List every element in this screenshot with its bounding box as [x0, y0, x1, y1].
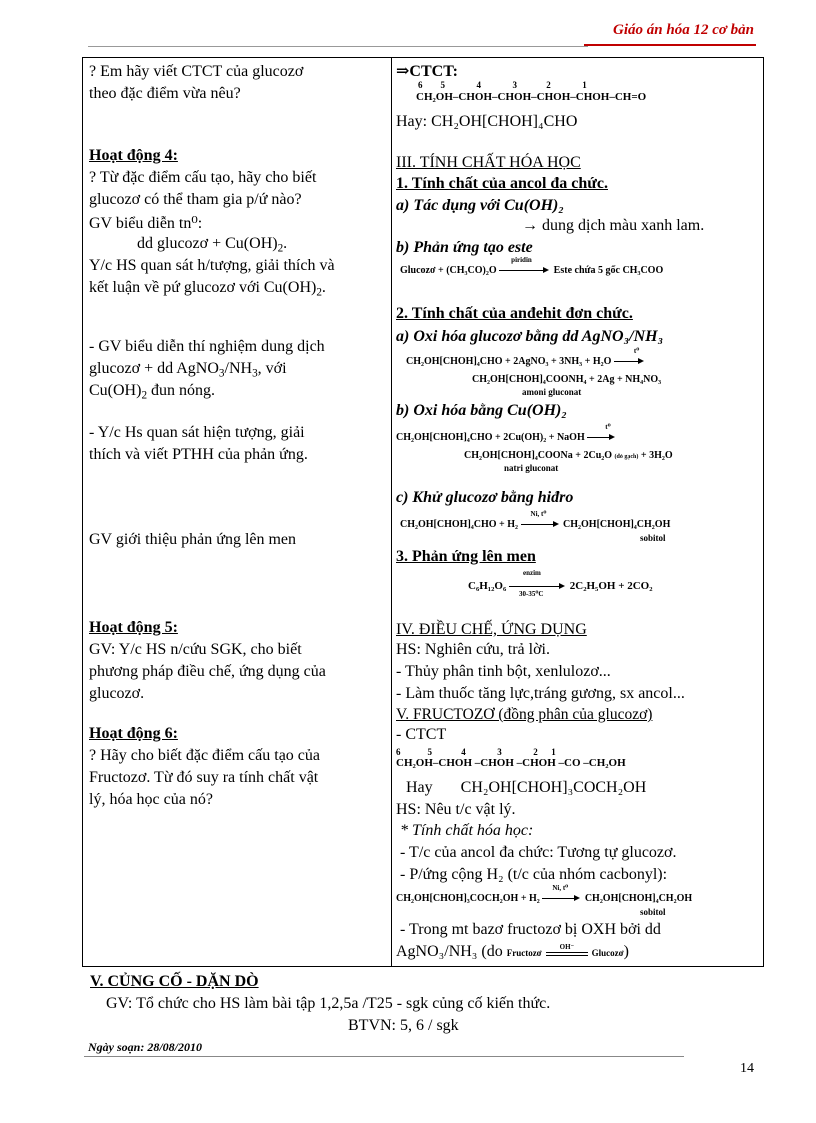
activity-4-line: GV biểu diễn tn⁰: [89, 215, 203, 232]
fructose-chem-heading: * Tính chất hóa học: [400, 822, 534, 839]
section-3-1a: a) Tác dụng với Cu(OH)₂ [396, 197, 564, 214]
glucose-formula: CH₂OH–CHOH–CHOH–CHOH–CHOH–CH=O [416, 91, 647, 103]
silver-mirror-product-name: amoni gluconat [522, 387, 582, 397]
section-3-2b: b) Oxi hóa bằng Cu(OH)₂ [396, 402, 567, 419]
gv-demo-line: - GV biểu diễn thí nghiệm dung dịch [89, 338, 325, 355]
question-ctct: ? Em hãy viết CTCT của glucozơ [89, 63, 304, 80]
copper-oxidation-product-name: natri gluconat [504, 463, 559, 473]
footer-rule [84, 1056, 684, 1057]
activity-6-line: ? Hãy cho biết đặc điểm cấu tạo của [89, 747, 320, 764]
hydrogenation-eq: CH₂OH[CHOH]₄CHO + H₂ Ni, t⁰ CH₂OH[CHOH]₄CH₂OH [400, 510, 671, 530]
gv-observe-line: thích và viết PTHH của phản ứng. [89, 446, 308, 463]
section-3-3-heading: 3. Phản ứng lên men [396, 548, 536, 565]
silver-mirror-eq-1: CH₂OH[CHOH]₄CHO + 2AgNO₃ + 3NH₃ + H₂O t⁰ [406, 356, 644, 367]
header-rule [88, 46, 588, 47]
header-title: Giáo án hóa 12 cơ bản [613, 22, 754, 38]
activity-4-line: ? Từ đặc điểm cấu tạo, hãy cho biết [89, 169, 317, 186]
section-3-2-heading: 2. Tính chất của anđehit đơn chức. [396, 305, 633, 322]
carbon-numbers-fructose: 6 5 4 3 2 1 [396, 747, 556, 757]
section-5-ctct: - CTCT [396, 726, 447, 743]
consolidation-task: GV: Tổ chức cho HS làm bài tập 1,2,5a /T25 - sgk củng cố kiến thức. [106, 995, 551, 1012]
ester-equation: Glucozơ + (CH₃CO)₂O piridin Este chứa 5 gốc CH₃COO [400, 256, 664, 276]
fructose-chem-line: AgNO₃/NH₃ (do Fructozơ OH⁻ Glucozơ) [396, 943, 629, 960]
teacher-activity-column [83, 58, 392, 967]
activity-4-line: kết luận về pứ glucozơ với $Cu(OH)_2$. [89, 279, 326, 299]
section-3-1-heading: 1. Tính chất của ancol đa chức. [396, 175, 608, 192]
section-3-2c: c) Khử glucozơ bằng hiđro [396, 489, 574, 506]
fructose-chem-line: - T/c của ancol đa chức: Tương tự glucozơ. [400, 844, 677, 861]
fructose-formula-short: Hay CH₂OH[CHOH]₃COCH₂OH [406, 779, 647, 796]
activity-6-line: Fructozơ. Từ đó suy ra tính chất vật [89, 769, 319, 786]
fermentation-eq: C₆H₁₂O₆ enzim 30-35⁰C 2C₂H₅OH + 2CO₂ [468, 569, 653, 598]
page-number: 14 [740, 1061, 754, 1076]
ctct-heading: ⇒CTCT: [396, 63, 458, 80]
activity-4-heading: Hoạt động 4: [89, 147, 178, 164]
lesson-table [82, 57, 764, 967]
section-5-heading: V. FRUCTOZƠ (đồng phân của glucozơ) [396, 706, 653, 723]
copper-oxidation-eq-1: CH₂OH[CHOH]₄CHO + 2Cu(OH)₂ + NaOH t⁰ [396, 432, 617, 443]
copper-oxidation-eq-2: CH₂OH[CHOH]₄COONa + 2Cu₂O (đỏ gạch) + 3H₂O [464, 450, 673, 461]
activity-5-line: GV: Y/c HS n/cứu SGK, cho biết [89, 641, 302, 658]
question-ctct-cont: theo đặc điểm vừa nêu? [89, 85, 241, 102]
prepared-date: Ngày soạn: 28/08/2010 [88, 1040, 202, 1054]
activity-6-heading: Hoạt động 6: [89, 725, 178, 742]
activity-5-line: phương pháp điều chế, ứng dụng của [89, 663, 326, 680]
consolidation-heading: V. CỦNG CỐ - DẶN DÒ [90, 973, 259, 990]
activity-4-line: dd glucozơ + $Cu(OH)_2$. [137, 235, 288, 255]
activity-5-line: glucozơ. [89, 685, 145, 702]
section-4-line: - Thủy phân tinh bột, xenlulozơ... [396, 663, 611, 680]
section-3-2a: a) Oxi hóa glucozơ bằng dd AgNO₃/NH₃ [396, 328, 664, 345]
gv-demo-line: glucozơ + dd $AgNO_3/NH_3$, với [89, 360, 287, 380]
activity-4-line: Y/c HS quan sát h/tượng, giải thích và [89, 257, 335, 274]
fructose-chem-line: - Trong mt bazơ fructozơ bị OXH bởi dd [400, 921, 661, 938]
fructose-chem-line: - P/ứng cộng H₂ (t/c của nhóm cacbonyl): [400, 866, 668, 883]
section-4-line: HS: Nghiên cứu, trả lời. [396, 641, 550, 658]
gv-demo-line: $Cu(OH)_2$ đun nóng. [89, 382, 216, 402]
silver-mirror-eq-2: CH₂OH[CHOH]₄COONH₄ + 2Ag + NH₄NO₃ [472, 374, 662, 385]
gv-fermentation: GV giới thiệu phản ứng lên men [89, 531, 297, 548]
fructose-hydrogenation-eq: CH₂OH[CHOH]₃COCH₂OH + H₂ Ni, t⁰ CH₂OH[CHOH]₄CH₂OH [396, 884, 693, 904]
carbon-numbers: 6 5 4 3 2 1 [418, 80, 587, 90]
section-4-heading: IV. ĐIỀU CHẾ, ỨNG DỤNG [396, 621, 587, 638]
gv-observe-line: - Y/c Hs quan sát hiện tượng, giải [89, 424, 305, 441]
homework: BTVN: 5, 6 / sgk [348, 1017, 459, 1034]
activity-4-line: glucozơ có thể tham gia p/ứ nào? [89, 191, 302, 208]
section-3-1b: b) Phản ứng tạo este [396, 239, 533, 256]
hydrogenation-product-name: sobitol [640, 533, 666, 543]
header-rule-accent [584, 44, 756, 46]
section-3-heading: III. TÍNH CHẤT HÓA HỌC [396, 154, 581, 171]
fructose-hydrogenation-product: sobitol [640, 907, 666, 917]
section-4-line: - Làm thuốc tăng lực,tráng gương, sx ancol... [396, 685, 685, 702]
fructose-physical: HS: Nêu t/c vật lý. [396, 801, 516, 818]
content-column [392, 58, 764, 967]
activity-5-heading: Hoạt động 5: [89, 619, 178, 636]
activity-6-line: lý, hóa học của nó? [89, 791, 213, 808]
glucose-formula-short: Hay: CH₂OH[CHOH]₄CHO [396, 113, 578, 130]
fructose-formula: CH₂OH–CHOH –CHOH –CHOH –CO –CH₂OH [396, 757, 626, 769]
section-3-1a-result: → dung dịch màu xanh lam. [522, 217, 705, 234]
